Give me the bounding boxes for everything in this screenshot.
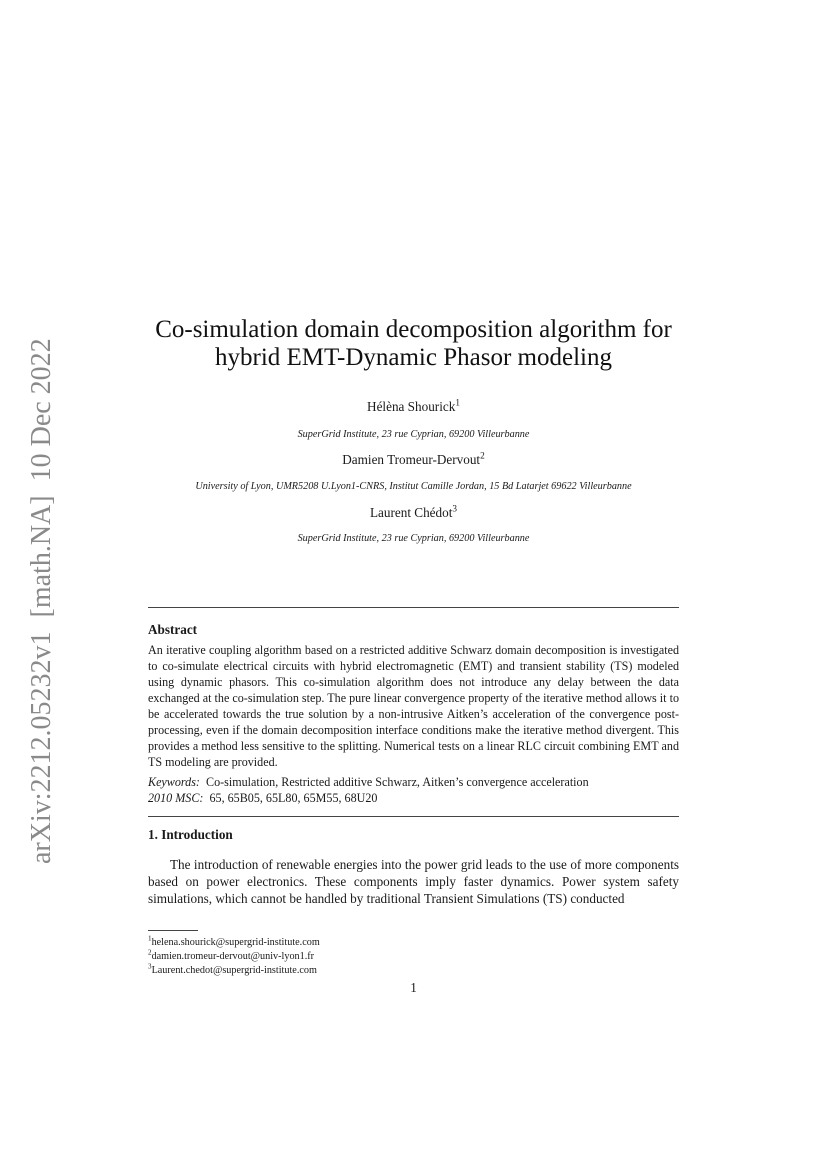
abstract-text: An iterative coupling algorithm based on a restricted additive Schwarz domain decomposition is investigated to co-simulate electrical circuits with hybrid electromagnetic (EMT) and transient stability (TS) modeled using dynamic phasors. This co-simulation algorithm does not introduce any delay between the data exchanged at the co-simulation step. The pure linear convergence property of the iterative method allows it to be accelerated towards the true solution by a non-intrusive Aitken’s acceleration of the convergence post-processing, even if the domain decomposition interface conditions make the iterative method divergent. This provides a method less sensitive to the splitting. Numerical tests on a linear RLC circuit combining EMT and TS modeling are provided.: [148, 643, 679, 769]
abstract-top-rule: [148, 607, 679, 608]
author-footnote-mark: 2: [480, 450, 485, 461]
author-footnote-mark: 3: [452, 503, 458, 514]
affiliation-2: University of Lyon, UMR5208 U.Lyon1-CNRS, Institut Camille Jordan, 15 Bd Latarjet 69622 Villeurbanne: [195, 481, 632, 492]
footnote-mark: 1: [148, 934, 152, 943]
arxiv-side-stamp: [26, 324, 58, 864]
title-line-2: hybrid EMT-Dynamic Phasor modeling: [215, 344, 612, 371]
affiliation-3: SuperGrid Institute, 23 rue Cyprian, 69200 Villeurbanne: [297, 533, 530, 544]
abstract-heading: Abstract: [148, 622, 198, 637]
footnote-mark: 2: [148, 948, 152, 957]
footnote-text: damien.tromeur-dervout@univ-lyon1.fr: [151, 951, 315, 962]
section-heading-introduction: 1. Introduction: [148, 827, 233, 842]
author-name: Laurent Chédot: [369, 505, 453, 520]
footnote-2: [148, 950, 314, 964]
msc-value: 65, 65B05, 65L80, 65M55, 68U20: [209, 791, 378, 805]
footnote-1: [148, 936, 320, 950]
title-line-1: Co-simulation domain decomposition algorithm for: [155, 316, 672, 343]
msc-label: 2010 MSC:: [148, 791, 204, 805]
footnote-text: helena.shourick@supergrid-institute.com: [151, 937, 320, 948]
footnote-mark: 3: [148, 962, 152, 971]
abstract-bottom-rule: [148, 816, 679, 817]
author-footnote-mark: 1: [455, 397, 460, 408]
author-name: Hélèna Shourick: [367, 399, 456, 414]
arxiv-id: arXiv:2212.05232v1: [26, 631, 57, 864]
affiliation-1: SuperGrid Institute, 23 rue Cyprian, 69200 Villeurbanne: [297, 429, 530, 440]
msc-line: [148, 790, 679, 806]
author-3: [100, 505, 727, 521]
author-1: [100, 399, 727, 415]
introduction-text: The introduction of renewable energies into the power grid leads to the use of more components based on power electronics. These components imply faster dynamics. Power system safety simulations, which cannot be handled by traditional Transient Simulations (TS) conducted: [148, 857, 679, 906]
footnote-3: [148, 964, 317, 978]
author-2: [100, 452, 727, 468]
footnote-rule: [148, 930, 198, 931]
arxiv-date: 10 Dec 2022: [26, 338, 57, 482]
keywords-label: Keywords:: [148, 775, 200, 789]
author-name: Damien Tromeur-Dervout: [342, 452, 481, 467]
footnote-text: Laurent.chedot@supergrid-institute.com: [151, 965, 317, 976]
paper-title: [100, 316, 727, 372]
page-number: 1: [410, 980, 417, 995]
keywords-value: Co-simulation, Restricted additive Schwarz, Aitken’s convergence acceleration: [206, 775, 589, 789]
keywords-line: [148, 774, 679, 790]
arxiv-category: [math.NA]: [26, 495, 57, 618]
